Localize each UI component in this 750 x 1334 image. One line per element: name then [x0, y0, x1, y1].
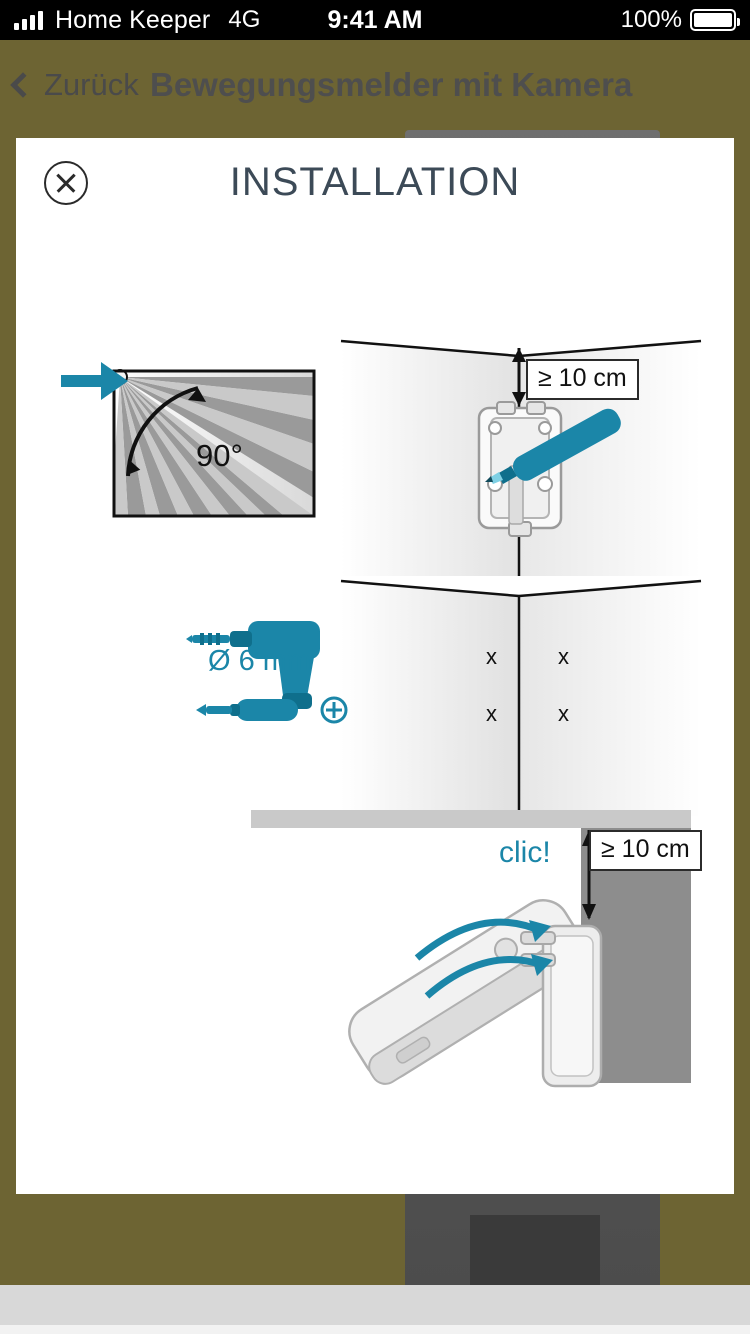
status-bar-right	[621, 0, 736, 40]
svg-text:x: x	[558, 701, 569, 726]
background-strip	[0, 1285, 750, 1325]
page-title: Bewegungsmelder mit Kamera	[150, 66, 633, 103]
click-mount-figure	[221, 808, 691, 1128]
status-bar	[0, 0, 750, 40]
battery-percent-label: 100%	[620, 6, 682, 33]
drill-wall-figure	[321, 566, 721, 816]
svg-text:x: x	[486, 644, 497, 669]
distance-label-bottom: ≥ 10 cm	[589, 830, 702, 871]
modal-title: INSTALLATION	[229, 160, 521, 204]
back-button-label: Zurück	[44, 67, 139, 102]
modal-header	[16, 138, 734, 248]
angle-label: 90°	[196, 438, 243, 473]
background-bottom-panel	[0, 1325, 750, 1334]
battery-full-icon	[690, 9, 736, 31]
drill-diameter-label: Ø 6 mm	[208, 645, 312, 677]
svg-text:x: x	[486, 701, 497, 726]
installation-figures	[16, 248, 734, 1178]
installation-modal	[16, 138, 734, 1194]
carrier-label: Home Keeper	[55, 5, 211, 34]
back-button[interactable]	[0, 67, 139, 103]
tools-figure	[186, 603, 376, 743]
close-circle-icon[interactable]	[44, 161, 88, 205]
screwdriver-icon	[196, 699, 298, 721]
detection-angle-figure	[16, 348, 356, 578]
network-type-label: 4G	[228, 6, 261, 33]
click-label: clic!	[499, 836, 551, 869]
distance-label-top: ≥ 10 cm	[526, 359, 639, 400]
mounting-plate-figure	[321, 326, 721, 576]
chevron-left-icon	[10, 72, 35, 97]
philips-screw-icon	[322, 698, 346, 722]
navigation-bar	[0, 40, 750, 130]
svg-text:x: x	[558, 644, 569, 669]
clock-label: 9:41 AM	[327, 5, 423, 34]
